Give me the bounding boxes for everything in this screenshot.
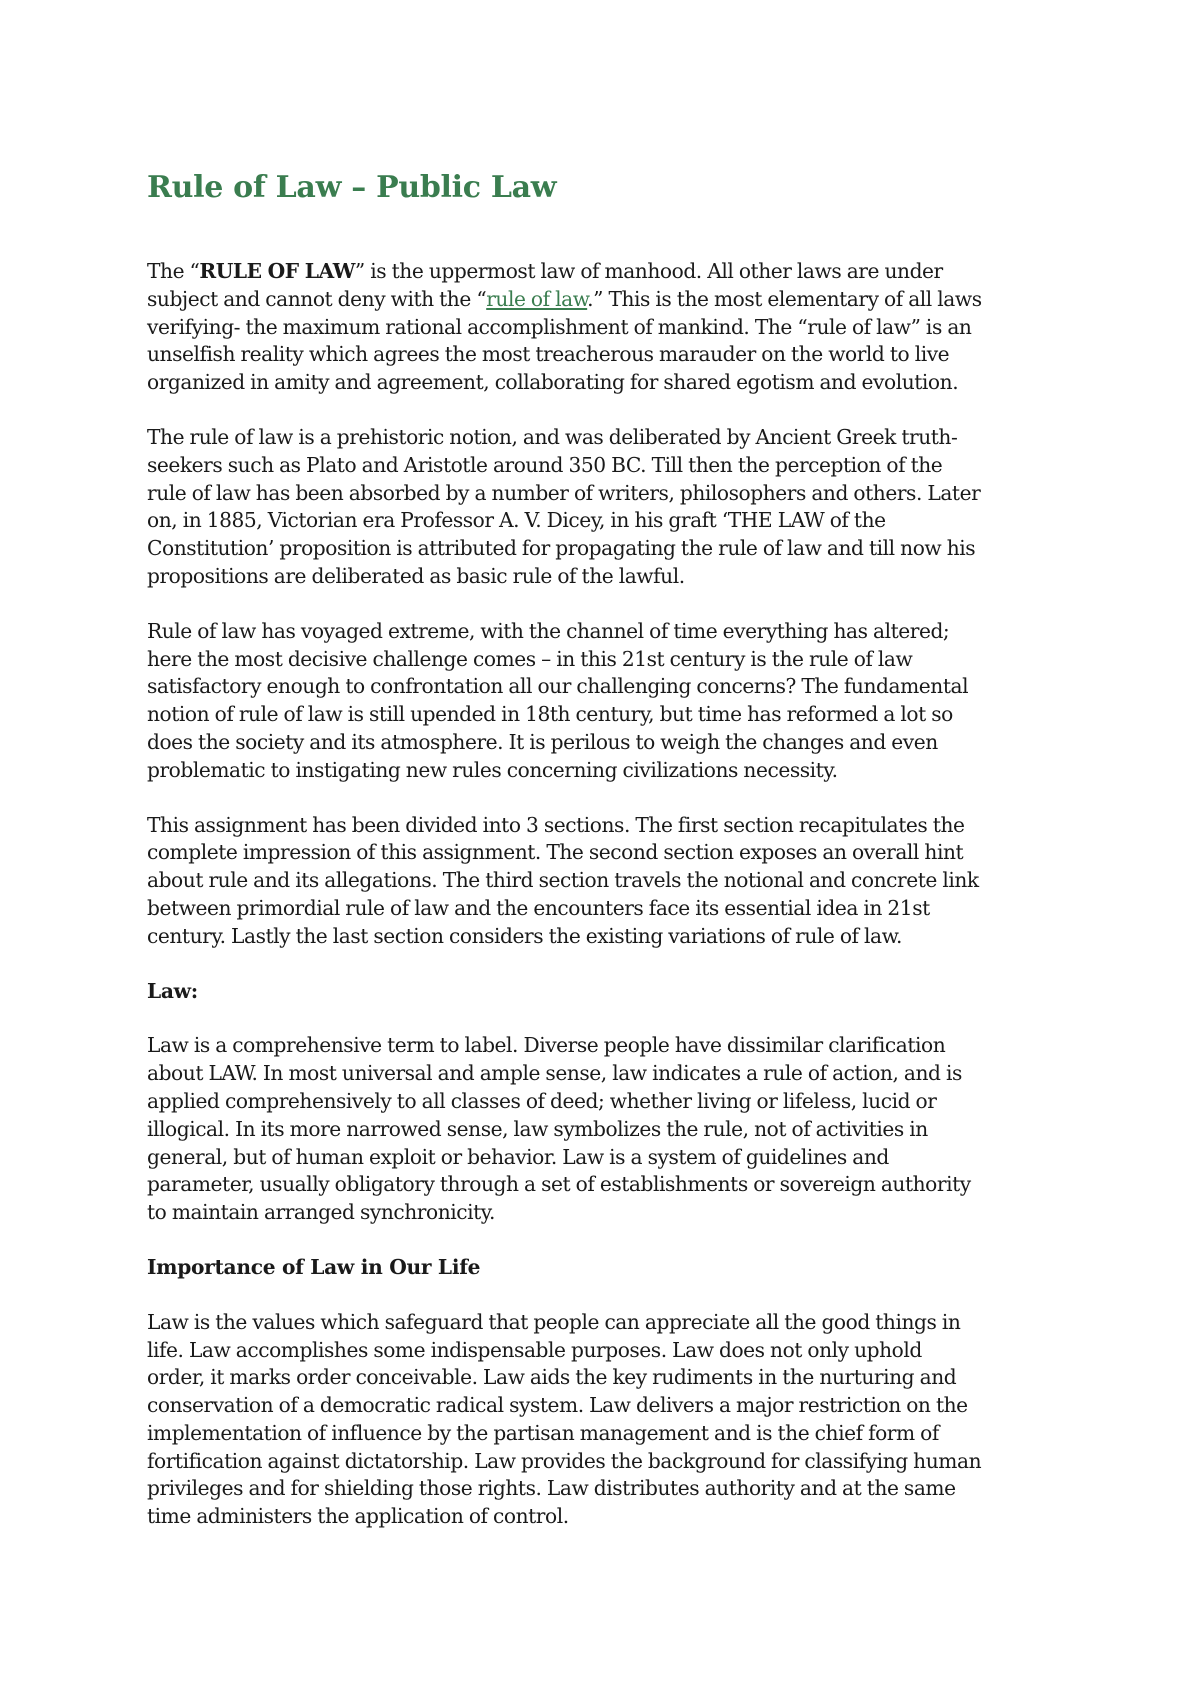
text-line: on, in 1885, Victorian era Professor A. V. Dicey, in his graft ‘THE LAW of the [147,508,886,533]
text-line: Law is the values which safeguard that people can appreciate all the good things in [147,1309,961,1334]
text-line: rule of law has been absorbed by a number of writers, philosophers and others. Later [147,480,981,505]
rule-of-law-link[interactable]: rule of law [486,286,588,311]
text-line: illogical. In its more narrowed sense, law symbolizes the rule, not of activities in [147,1116,928,1141]
text-line: order, it marks order conceivable. Law aids the key rudiments in the nurturing and [147,1365,957,1390]
text-line: conservation of a democratic radical system. Law delivers a major restriction on the [147,1393,968,1418]
text-span: .” This is the most elementary of all laws [587,286,982,311]
text-line: Rule of law has voyaged extreme, with the channel of time everything has altered; [147,618,950,643]
text-line: organized in amity and agreement, collaborating for shared egotism and evolution. [147,370,959,395]
text-span: ” is the uppermost law of manhood. All other laws are under [354,259,943,283]
text-line: fortification against dictatorship. Law provides the background for classifying human [147,1448,982,1473]
section-heading-law: Law: [147,978,198,1003]
paragraph-history [147,424,1077,591]
text-line: does the society and its atmosphere. It is perilous to weigh the changes and even [147,729,938,754]
page-title: Rule of Law – Public Law [147,170,557,205]
text-line [147,258,1077,286]
text-line: unselfish reality which agrees the most treacherous marauder on the world to live [147,342,950,367]
text-line: time administers the application of control. [147,1504,569,1529]
document-page [147,170,1077,1558]
text-line: complete impression of this assignment. The second section exposes an overall hint [147,840,964,865]
text-line: parameter, usually obligatory through a set of establishments or sovereign authority [147,1172,971,1197]
paragraph-intro [147,258,1077,397]
paragraph-structure [147,812,1077,951]
text-line: life. Law accomplishes some indispensable purposes. Law does not only uphold [147,1337,922,1362]
bold-term: RULE OF LAW [199,259,355,283]
text-line [147,286,1077,314]
text-line: between primordial rule of law and the encounters face its essential idea in 21st [147,895,930,920]
text-line: to maintain arranged synchronicity. [147,1200,496,1225]
text-line: applied comprehensively to all classes of deed; whether living or lifeless, lucid or [147,1088,937,1113]
paragraph-importance [147,1309,1077,1531]
text-line: This assignment has been divided into 3 sections. The first section recapitulates the [147,812,965,837]
section-heading-importance: Importance of Law in Our Life [147,1254,481,1279]
paragraph-challenge [147,618,1077,785]
text-line: Law is a comprehensive term to label. Diverse people have dissimilar clarification [147,1033,946,1058]
text-line: problematic to instigating new rules concerning civilizations necessity. [147,757,838,782]
text-line: notion of rule of law is still upended in 18th century, but time has reformed a lot so [147,702,953,727]
text-line: about LAW. In most universal and ample sense, law indicates a rule of action, and is [147,1061,962,1086]
text-line: here the most decisive challenge comes – in this 21st century is the rule of law [147,646,913,671]
paragraph-law-definition [147,1032,1077,1227]
text-line: seekers such as Plato and Aristotle around 350 BC. Till then the perception of the [147,452,943,477]
text-line: satisfactory enough to confrontation all our challenging concerns? The fundamental [147,674,969,699]
text-line: general, but of human exploit or behavior. Law is a system of guidelines and [147,1144,889,1169]
text-line: century. Lastly the last section considers the existing variations of rule of law. [147,923,903,948]
text-line: The rule of law is a prehistoric notion, and was deliberated by Ancient Greek truth- [147,424,958,449]
text-line: implementation of influence by the partisan management and is the chief form of [147,1420,939,1445]
text-span: The “ [147,259,200,283]
text-span: subject and cannot deny with the “ [147,286,487,311]
text-line: privileges and for shielding those rights. Law distributes authority and at the same [147,1476,956,1501]
text-line: Constitution’ proposition is attributed for propagating the rule of law and till now his [147,536,976,561]
text-line: propositions are deliberated as basic rule of the lawful. [147,563,685,588]
text-line: verifying- the maximum rational accomplishment of mankind. The “rule of law” is an [147,314,972,339]
text-line: about rule and its allegations. The third section travels the notional and concrete link [147,868,979,893]
